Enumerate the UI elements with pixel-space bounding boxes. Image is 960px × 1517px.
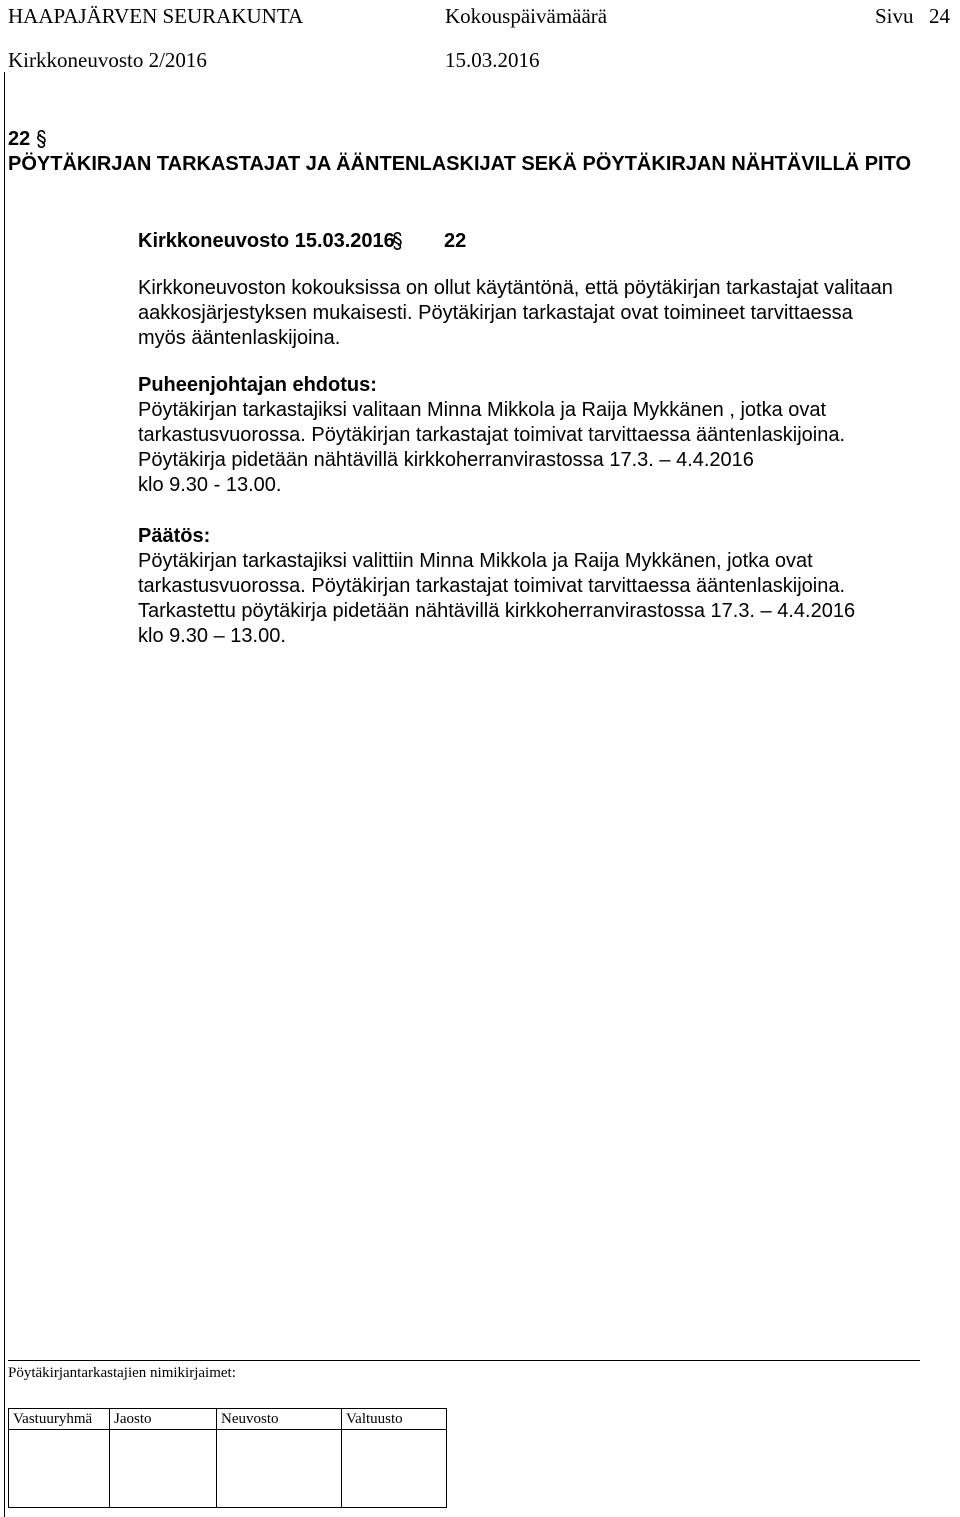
header-date: 15.03.2016: [445, 48, 540, 72]
decision-line: klo 9.30 – 13.00.: [138, 625, 286, 647]
proposal-line: tarkastusvuorossa. Pöytäkirjan tarkastajat toimivat tarvittaessa ääntenlaskijoina.: [138, 424, 846, 446]
header-org: HAAPAJÄRVEN SEURAKUNTA: [8, 4, 304, 28]
decision-line: Pöytäkirjan tarkastajiksi valittiin Minna Mikkola ja Raija Mykkänen, jotka ovat: [138, 550, 813, 572]
header-page-label: Sivu: [875, 4, 914, 28]
initials-cell-valtuusto: [342, 1430, 447, 1508]
footer-rule: [8, 1360, 920, 1361]
header-page-number: 24: [929, 4, 950, 28]
header-meeting: Kirkkoneuvosto 2/2016: [8, 48, 207, 72]
section-number: 22: [8, 128, 31, 150]
column-header-jaosto: Jaosto: [110, 1409, 217, 1430]
decision-line: Tarkastettu pöytäkirja pidetään nähtävillä kirkkoherranvirastossa 17.3. – 4.4.2016: [138, 600, 856, 622]
intro-line: Kirkkoneuvoston kokouksissa on ollut käytäntönä, että pöytäkirjan tarkastajat valitaan: [138, 277, 893, 299]
section-title: PÖYTÄKIRJAN TARKASTAJAT JA ÄÄNTENLASKIJAT SEKÄ PÖYTÄKIRJAN NÄHTÄVILLÄ PITO: [8, 153, 912, 175]
proposal-paragraph: [138, 373, 938, 498]
decision-label: Päätös:: [138, 525, 211, 547]
initials-cell-vastuuryhma: [9, 1430, 110, 1508]
initials-cell-neuvosto: [217, 1430, 342, 1508]
column-header-neuvosto: Neuvosto: [217, 1409, 342, 1430]
section-sign-icon: [36, 130, 47, 148]
signature-table: [8, 1408, 447, 1508]
column-header-vastuuryhma: Vastuuryhmä: [9, 1409, 110, 1430]
reference-body: Kirkkoneuvosto 15.03.2016: [138, 230, 395, 252]
left-margin-rule: [4, 72, 5, 1517]
reference-number: 22: [444, 230, 467, 252]
proposal-line: Pöytäkirjan tarkastajiksi valitaan Minna Mikkola ja Raija Mykkänen , jotka ovat: [138, 399, 827, 421]
proposal-line: Pöytäkirja pidetään nähtävillä kirkkoherranvirastossa 17.3. – 4.4.2016: [138, 449, 754, 471]
intro-paragraph: [138, 276, 938, 351]
decision-line: tarkastusvuorossa. Pöytäkirjan tarkastajat toimivat tarvittaessa ääntenlaskijoina.: [138, 575, 846, 597]
intro-line: aakkosjärjestyksen mukaisesti. Pöytäkirjan tarkastajat ovat toimineet tarvittaessa: [138, 302, 853, 324]
section-sign-icon: [392, 232, 403, 250]
decision-paragraph: [138, 524, 938, 649]
intro-line: myös ääntenlaskijoina.: [138, 327, 341, 349]
proposal-line: klo 9.30 - 13.00.: [138, 474, 282, 496]
initials-cell-jaosto: [110, 1430, 217, 1508]
header-date-label: Kokouspäivämäärä: [445, 4, 608, 28]
proposal-label: Puheenjohtajan ehdotus:: [138, 374, 377, 396]
initials-label: Pöytäkirjantarkastajien nimikirjaimet:: [8, 1365, 236, 1381]
column-header-valtuusto: Valtuusto: [342, 1409, 447, 1430]
